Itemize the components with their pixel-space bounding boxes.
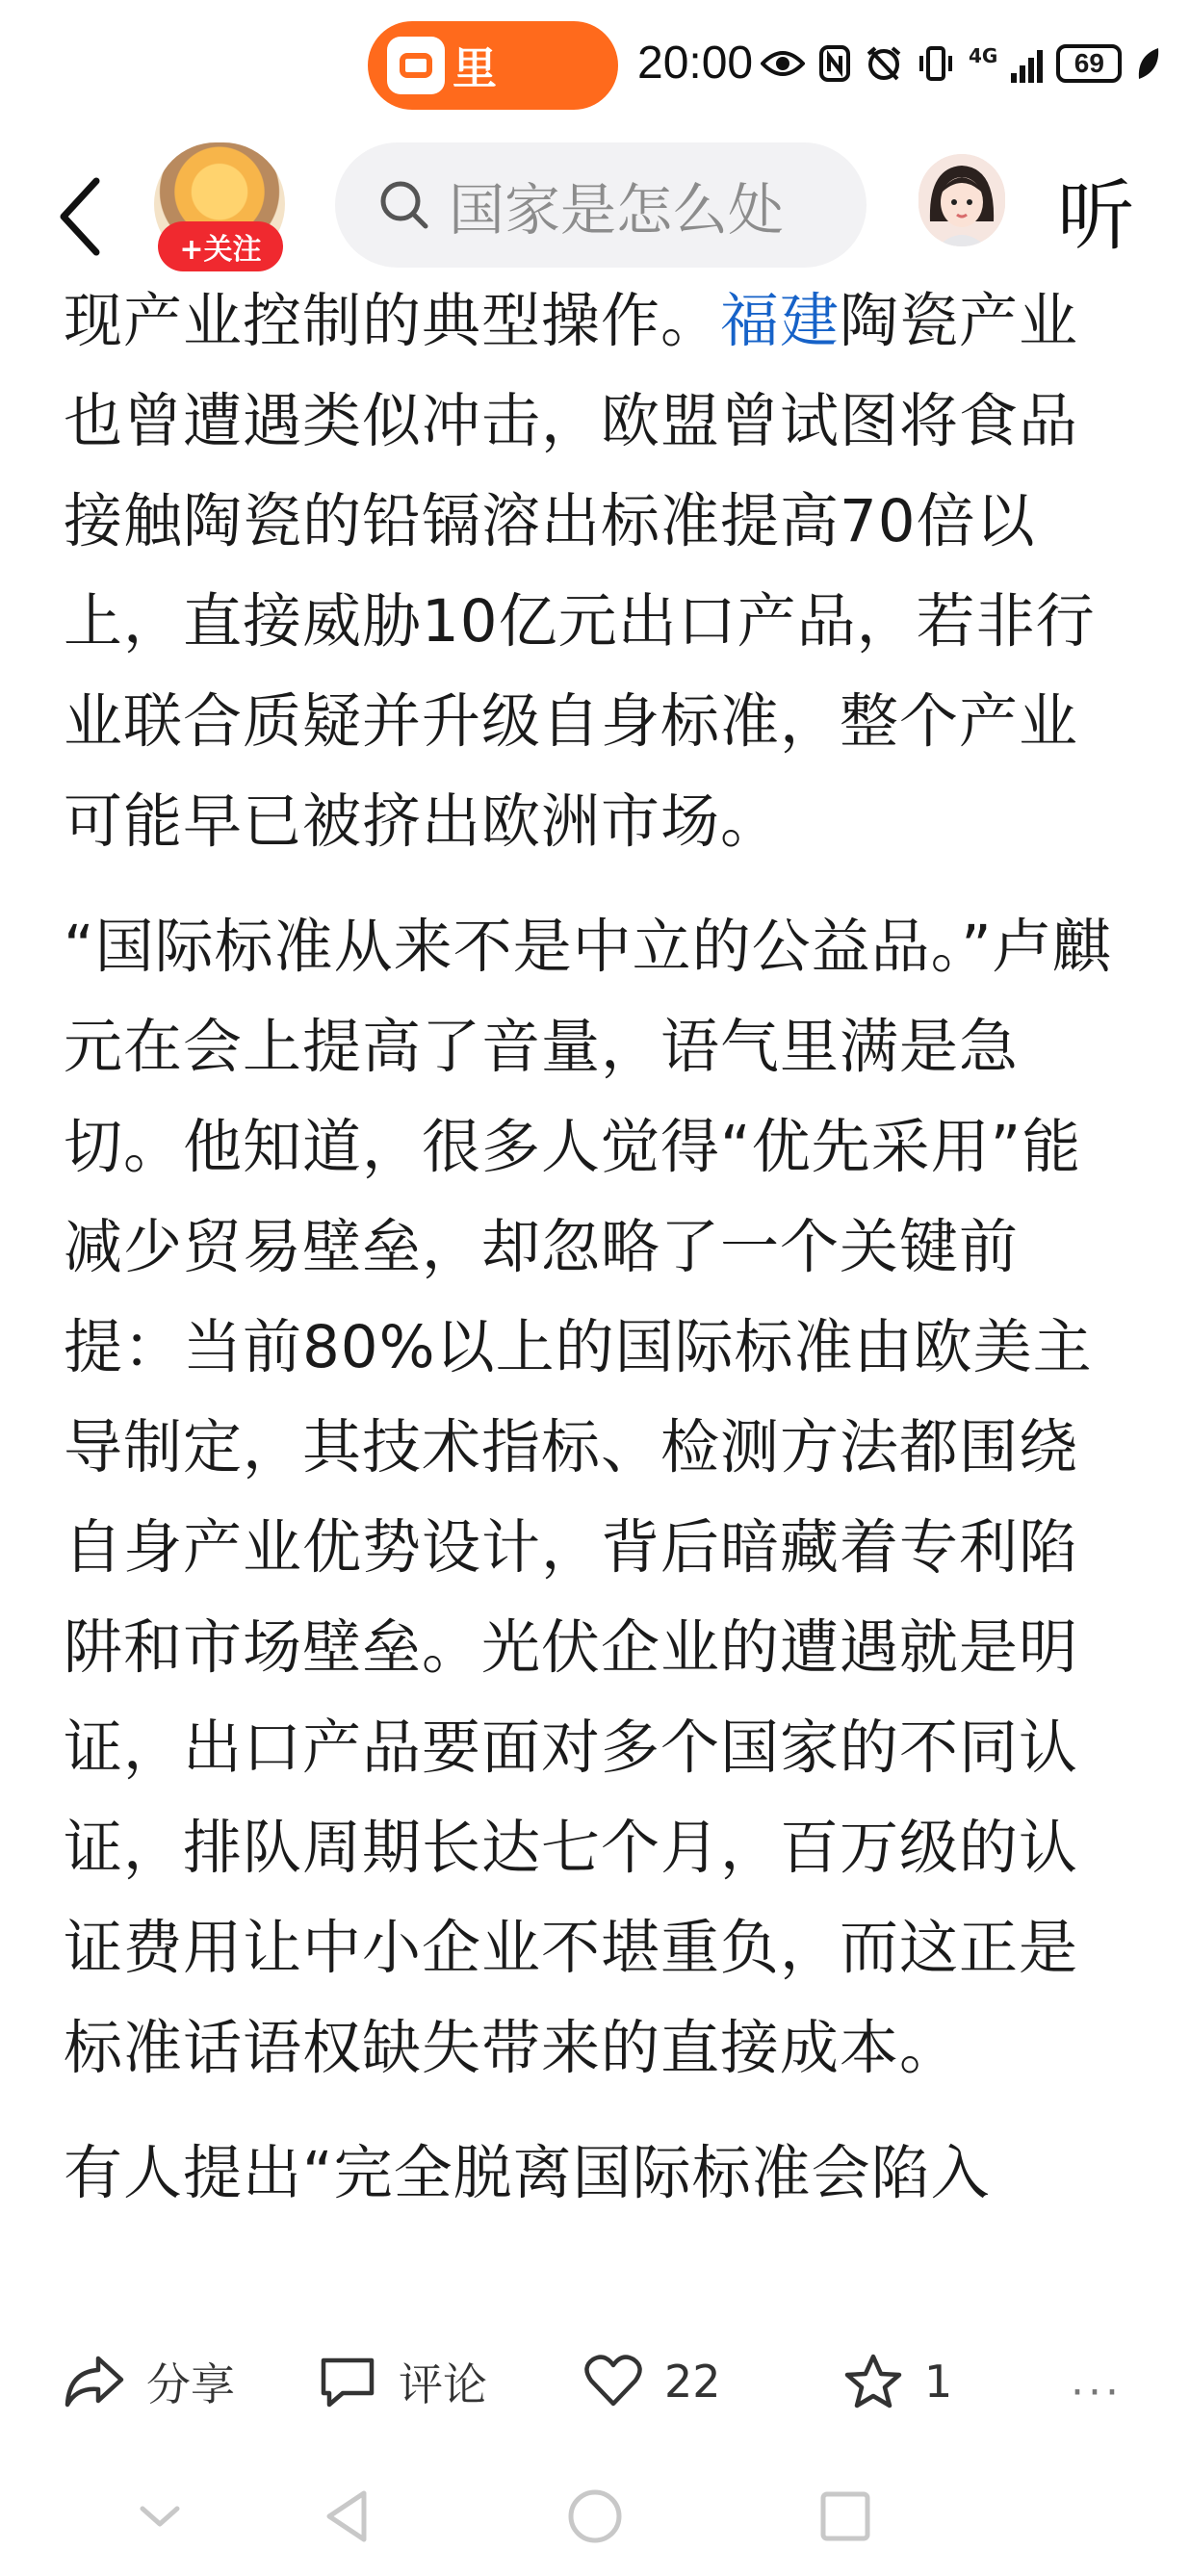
nav-back-icon[interactable] <box>310 2478 387 2555</box>
comment-button[interactable] <box>318 2347 487 2416</box>
more-options-button[interactable]: ··· <box>1071 2368 1123 2417</box>
paragraph-1 <box>64 271 1132 872</box>
app-notification-pill[interactable] <box>368 21 618 110</box>
alarm-off-icon <box>865 44 903 83</box>
pill-text: 里 <box>453 42 497 94</box>
vibrate-icon <box>917 44 955 83</box>
nav-recents-icon[interactable] <box>807 2478 884 2555</box>
network-type-label: 4G <box>969 44 998 67</box>
search-placeholder: 国家是怎么处 <box>449 177 785 243</box>
search-bar[interactable] <box>335 142 867 268</box>
share-label: 分享 <box>146 2358 235 2410</box>
nfc-icon <box>818 44 851 83</box>
listen-button[interactable]: 听 <box>1057 171 1134 261</box>
paragraph-text: 陶瓷产业也曾遭遇类似冲击，欧盟曾试图将食品接触陶瓷的铅镉溶出标准提高70倍以上，直接威胁10亿元出口产品，若非行业联合质疑并升级自身标准，整个产业可能早已被挤出欧洲市场。 <box>64 287 1096 856</box>
comment-label: 评论 <box>399 2358 487 2410</box>
favorite-button[interactable] <box>843 2347 952 2416</box>
heart-icon <box>583 2354 643 2409</box>
battery-icon: 69 <box>1056 44 1122 83</box>
status-time: 20:00 <box>637 38 754 89</box>
user-avatar-image <box>918 154 1005 246</box>
paragraph-text: 有人提出“完全脱离国际标准会陷入 <box>64 2139 991 2207</box>
share-button[interactable] <box>64 2347 235 2416</box>
follow-button[interactable]: +关注 <box>158 221 283 271</box>
paragraph-text: “国际标准从来不是中立的公益品。”卢麒元在会上提高了音量，语气里满是急切。他知道，很多人觉得“优先采用”能减少贸易壁垒，却忽略了一个关键前提：当前80%以上的国际标准由欧美主导制定，其技术指标、检测方法都围绕自身产业优势设计，背后暗藏着专利陷阱和市场壁垒。光伏企业的遭遇就是明证，出口产品要面对多个国家的不同认证，排队周期长达七个月，百万级的认证费用让中小企业不堪重负，而这正是标准话语权缺失带来的直接成本。 <box>64 913 1112 2082</box>
status-bar <box>0 0 1190 135</box>
paragraph-2 <box>64 897 1132 2099</box>
nav-down-icon[interactable] <box>121 2478 198 2555</box>
nav-home-icon[interactable] <box>556 2478 634 2555</box>
action-bar <box>0 2330 1190 2435</box>
search-icon <box>375 176 433 234</box>
paragraph-3 <box>64 2124 1132 2224</box>
comment-icon <box>318 2353 377 2410</box>
back-arrow-icon[interactable] <box>54 173 112 260</box>
author-avatar[interactable] <box>154 142 285 277</box>
like-button[interactable] <box>583 2347 721 2416</box>
user-avatar[interactable] <box>918 154 1005 246</box>
favorite-count: 1 <box>924 2356 953 2408</box>
topic-link-fujian[interactable]: 福建 <box>720 287 841 355</box>
article-header <box>0 135 1190 279</box>
paragraph-text: 现产业控制的典型操作。 <box>64 287 721 355</box>
signal-icon <box>1011 44 1043 83</box>
app-logo-icon <box>387 37 445 94</box>
like-count: 22 <box>664 2356 721 2408</box>
status-icons <box>761 37 1160 90</box>
eye-icon <box>761 48 805 79</box>
system-nav-bar <box>0 2464 1190 2576</box>
article-body <box>64 271 1132 2318</box>
share-icon <box>64 2353 125 2410</box>
star-icon <box>843 2353 903 2410</box>
leaf-icon <box>1135 46 1160 81</box>
